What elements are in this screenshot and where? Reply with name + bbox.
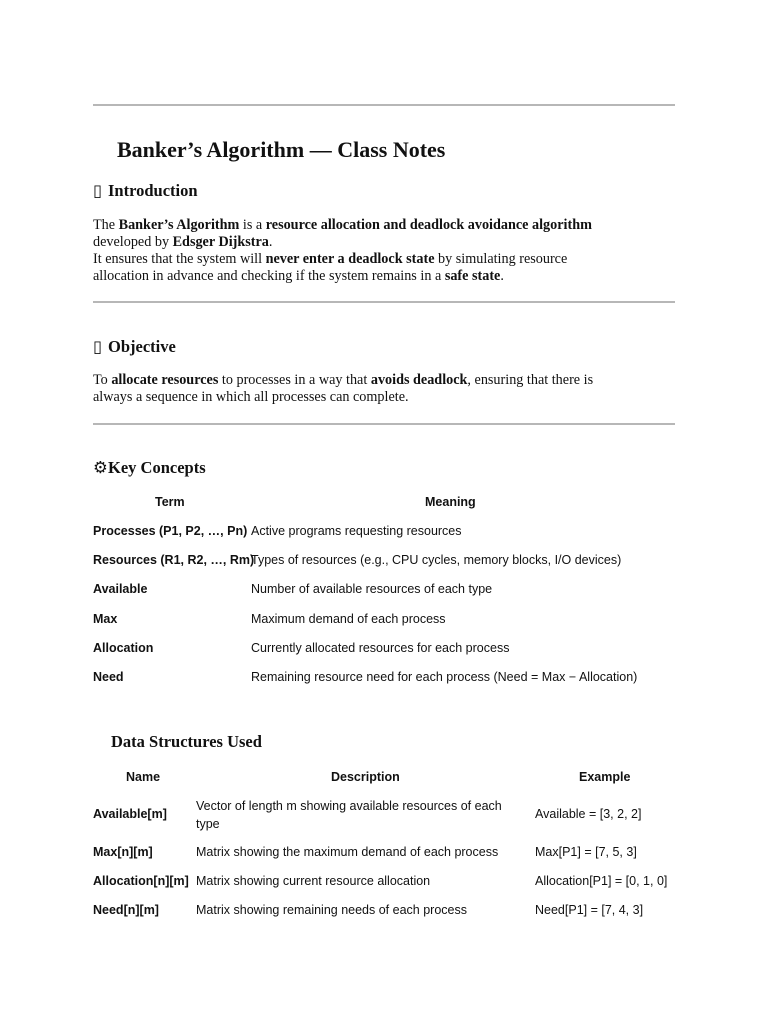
meaning-cell: Remaining resource need for each process (Need = Max − Allocation)	[251, 670, 638, 684]
text: to processes in a way that	[218, 372, 371, 388]
column-header-term: Term	[155, 495, 185, 509]
text: It ensures that the system will	[93, 251, 266, 267]
text: , ensuring that there is	[467, 372, 594, 388]
term-cell: Max	[93, 612, 118, 626]
intro-heading	[93, 181, 198, 201]
example-cell: Available = [3, 2, 2]	[535, 807, 642, 821]
term-cell: Resources (R1, R2, …, Rm)	[93, 553, 255, 567]
meaning-cell: Currently allocated resources for each process	[251, 641, 510, 655]
name-cell: Need[n][m]	[93, 903, 159, 917]
column-header-description: Description	[331, 770, 400, 784]
meaning-cell: Number of available resources of each type	[251, 582, 493, 596]
example-cell: Need[P1] = [7, 4, 3]	[535, 903, 644, 917]
text-bold: avoids deadlock	[370, 372, 468, 388]
text: by simulating resource	[434, 251, 568, 267]
description-cell: Matrix showing the maximum demand of each process	[196, 845, 499, 859]
objective-paragraph	[93, 372, 675, 406]
text-bold: never enter a deadlock state	[265, 251, 435, 267]
page-title: Banker’s Algorithm — Class Notes	[117, 137, 446, 162]
example-cell: Allocation[P1] = [0, 1, 0]	[535, 874, 668, 888]
structures-heading: Data Structures Used	[111, 732, 262, 751]
column-header-meaning: Meaning	[425, 495, 476, 509]
description-cell: Matrix showing current resource allocation	[196, 874, 431, 888]
objective-heading-text: Objective	[108, 337, 176, 356]
meaning-cell: Maximum demand of each process	[251, 612, 446, 626]
concepts-heading	[93, 458, 206, 478]
objective-heading	[93, 337, 176, 357]
example-cell: Max[P1] = [7, 5, 3]	[535, 845, 637, 859]
term-cell: Available	[93, 582, 148, 596]
text-bold: Edsger Dijkstra	[172, 234, 269, 250]
term-cell: Need	[93, 670, 124, 684]
text-bold: allocate resources	[111, 372, 219, 388]
text: To	[93, 372, 112, 388]
name-cell: Max[n][m]	[93, 845, 153, 859]
text: .	[500, 268, 504, 284]
text: .	[268, 234, 273, 250]
text-bold: resource allocation and deadlock avoidance algorithm	[265, 217, 592, 233]
divider	[93, 104, 675, 106]
text: is a	[239, 217, 266, 233]
intro-heading-text: Introduction	[108, 181, 198, 200]
meaning-cell: Types of resources (e.g., CPU cycles, memory blocks, I/O devices)	[251, 553, 622, 567]
concepts-heading-text: Key Concepts	[108, 458, 206, 477]
text-bold: Banker’s Algorithm	[118, 217, 240, 233]
name-cell: Allocation[n][m]	[93, 874, 189, 888]
box-glyph-icon: ▯	[93, 337, 103, 356]
meaning-cell: Active programs requesting resources	[251, 524, 462, 538]
text: allocation in advance and checking if the system remains in a	[93, 268, 445, 284]
name-cell: Available[m]	[93, 807, 167, 821]
description-cell: Vector of length m showing available resources of each type	[196, 799, 502, 831]
text-bold: safe state	[444, 268, 501, 284]
box-glyph-icon: ▯	[93, 181, 103, 200]
description-cell: Matrix showing remaining needs of each process	[196, 903, 467, 917]
divider	[93, 423, 675, 425]
gear-icon: ⚙	[93, 458, 108, 477]
term-cell: Processes (P1, P2, …, Pn)	[93, 524, 248, 538]
column-header-name: Name	[126, 770, 161, 784]
intro-paragraph	[93, 217, 675, 285]
divider	[93, 301, 675, 303]
text: The	[93, 217, 119, 233]
text: always a sequence in which all processes can complete.	[93, 389, 409, 405]
text: developed by	[93, 234, 173, 250]
column-header-example: Example	[579, 770, 631, 784]
term-cell: Allocation	[93, 641, 154, 655]
